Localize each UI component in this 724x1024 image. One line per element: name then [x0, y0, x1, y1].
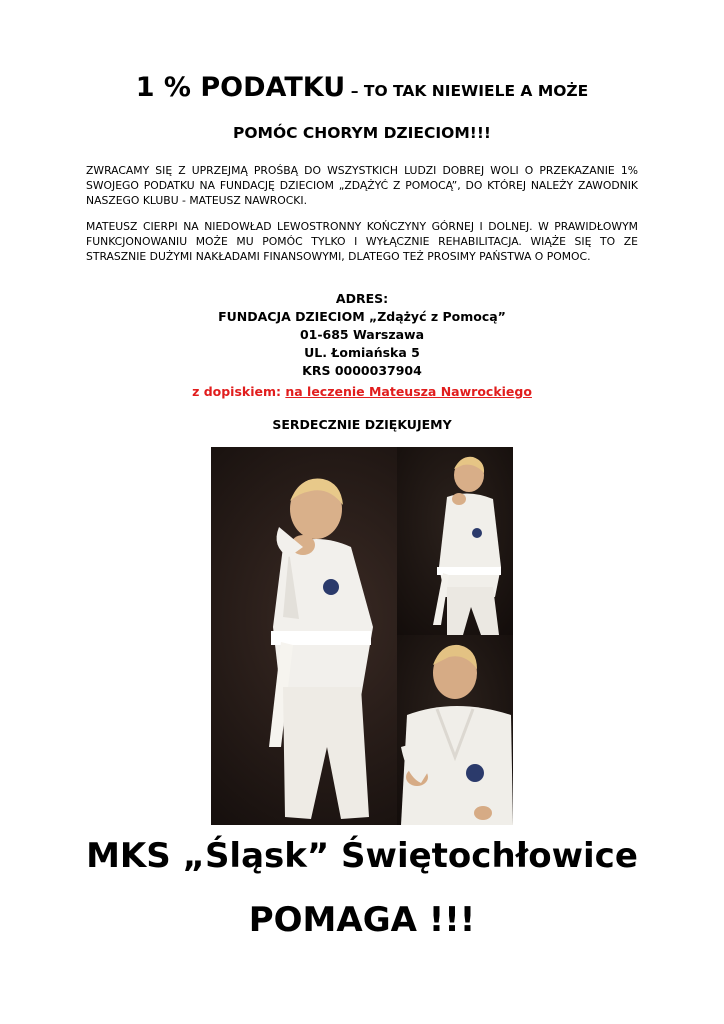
page-title: [0, 72, 724, 103]
note-underlined: na leczenie Mateusza Nawrockiego: [285, 384, 532, 399]
title-small: – TO TAK NIEWIELE A MOŻE: [350, 82, 589, 100]
address-line-street: UL. Łomiańska 5: [304, 345, 420, 360]
address-heading: ADRES:: [335, 291, 389, 306]
club-name: MKS „Śląsk” Świętochłowice: [86, 836, 638, 876]
club-helps: POMAGA !!!: [248, 900, 476, 940]
thanks-text: SERDECZNIE DZIĘKUJEMY: [272, 417, 452, 432]
appeal-paragraph: ZWRACAMY SIĘ Z UPRZEJMĄ PROŚBĄ DO WSZYSTKICH LUDZI DOBREJ WOLI O PRZEKAZANIE 1% SWOJEGO PODATKU NA FUNDACJĘ DZIECIOM „ZDĄŻYĆ Z POMOCĄ”, DO KTÓREJ NALEŻY ZAWODNIK NASZEGO KLUBU - MATEUSZ NAWROCKI.: [86, 164, 638, 207]
address-line-krs: KRS 0000037904: [302, 363, 422, 378]
page-subtitle: POMÓC CHORYM DZIECIOM!!!: [233, 124, 491, 142]
photo-collage-icon: [211, 447, 513, 825]
donation-note: [0, 384, 724, 399]
address-line-foundation: FUNDACJA DZIECIOM „Zdążyć z Pomocą”: [218, 309, 506, 324]
address-line-city: 01-685 Warszawa: [299, 327, 425, 342]
address-block: [0, 290, 724, 380]
note-prefix: z dopiskiem:: [192, 384, 286, 399]
title-big: 1 % PODATKU: [135, 72, 346, 103]
condition-paragraph: MATEUSZ CIERPI NA NIEDOWŁAD LEWOSTRONNY KOŃCZYNY GÓRNEJ I DOLNEJ. W PRAWIDŁOWYM FUNKCJONOWANIU MOŻE MU POMÓC TYLKO I WYŁĄCZNIE REHABILITACJA. WIĄŻE SIĘ TO ZE STRASZNIE DUŻYMI NAKŁADAMI FINANSOWYMI, DLATEGO TEŻ PROSIMY PAŃSTWA O POMOC.: [86, 220, 638, 263]
